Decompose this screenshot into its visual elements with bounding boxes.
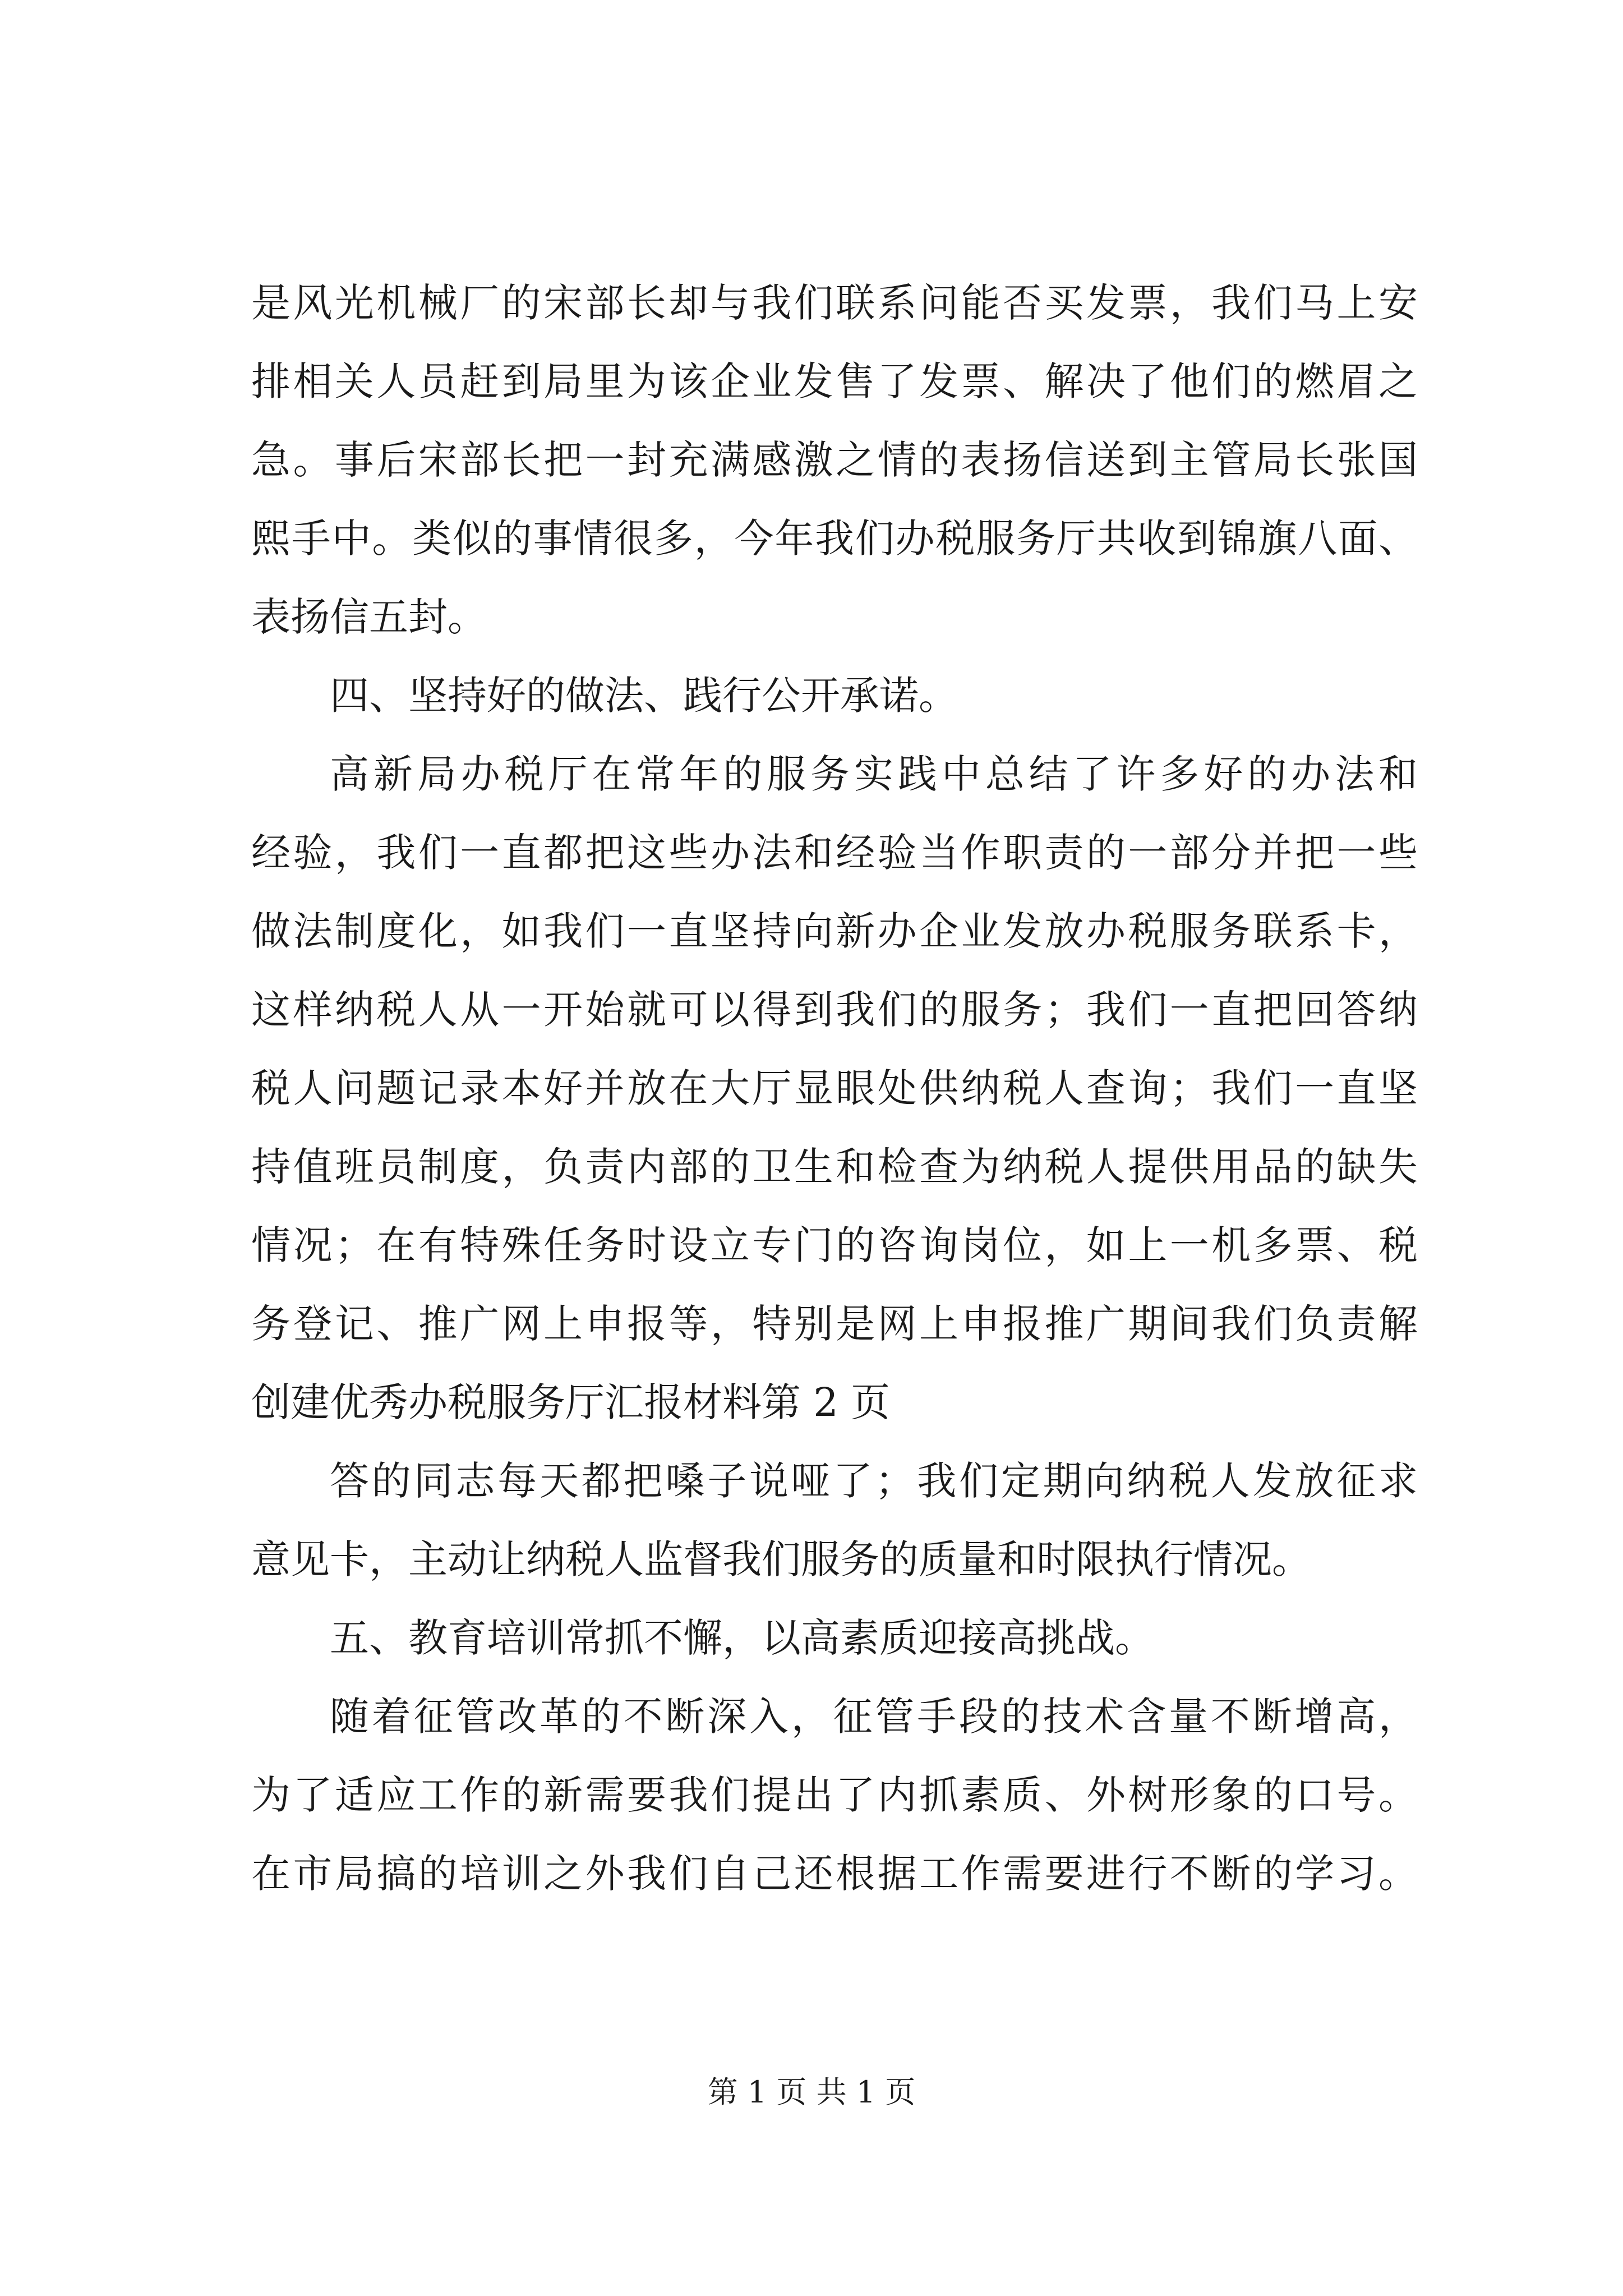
text-line: 务登记、推广网上申报等，特别是网上申报推广期间我们负责解 [251,1301,1418,1347]
text-line: 持值班员制度，负责内部的卫生和检查为纳税人提供用品的缺失 [251,1144,1418,1190]
paragraph [251,1442,1418,1599]
text-line: 这样纳税人从一开始就可以得到我们的服务；我们一直把回答纳 [251,987,1418,1033]
text-line: 答的同志每天都把嗓子说哑了；我们定期向纳税人发放征求 [330,1458,1418,1504]
paragraph [251,264,1418,656]
text-line: 为了适应工作的新需要我们提出了内抓素质、外树形象的口号。 [251,1772,1418,1818]
text-line: 做法制度化，如我们一直坚持向新办企业发放办税服务联系卡， [251,908,1418,954]
text-line: 急。事后宋部长把一封充满感激之情的表扬信送到主管局长张国 [251,437,1418,483]
section-heading [251,1599,1418,1677]
text-line: 在市局搞的培训之外我们自己还根据工作需要进行不断的学习。 [251,1851,1418,1897]
text-line: 排相关人员赶到局里为该企业发售了发票、解决了他们的燃眉之 [251,358,1418,404]
text-line: 表扬信五封。 [251,594,487,640]
text-line: 创建优秀办税服务厅汇报材料第 2 页 [251,1379,891,1425]
document-body [251,264,1418,1913]
paragraph [251,1677,1418,1913]
text-line: 意见卡，主动让纳税人监督我们服务的质量和时限执行情况。 [251,1536,1311,1582]
text-line: 高新局办税厅在常年的服务实践中总结了许多好的办法和 [330,751,1418,797]
text-line: 经验，我们一直都把这些办法和经验当作职责的一部分并把一些 [251,830,1418,876]
section-heading [251,656,1418,735]
text-line: 五、教育培训常抓不懈，以高素质迎接高挑战。 [330,1615,1154,1661]
page-footer: 第 1 页 共 1 页 [707,2074,916,2110]
paragraph [251,735,1418,1442]
text-line: 随着征管改革的不断深入，征管手段的技术含量不断增高， [330,1694,1418,1740]
text-line: 四、坚持好的做法、践行公开承诺。 [330,673,958,719]
text-line: 是风光机械厂的宋部长却与我们联系问能否买发票，我们马上安 [251,280,1418,326]
text-line: 熙手中。类似的事情很多，今年我们办税服务厅共收到锦旗八面、 [251,516,1418,562]
text-line: 情况；在有特殊任务时设立专门的咨询岗位，如上一机多票、税 [251,1222,1418,1268]
text-line: 税人问题记录本好并放在大厅显眼处供纳税人查询；我们一直坚 [251,1065,1418,1111]
